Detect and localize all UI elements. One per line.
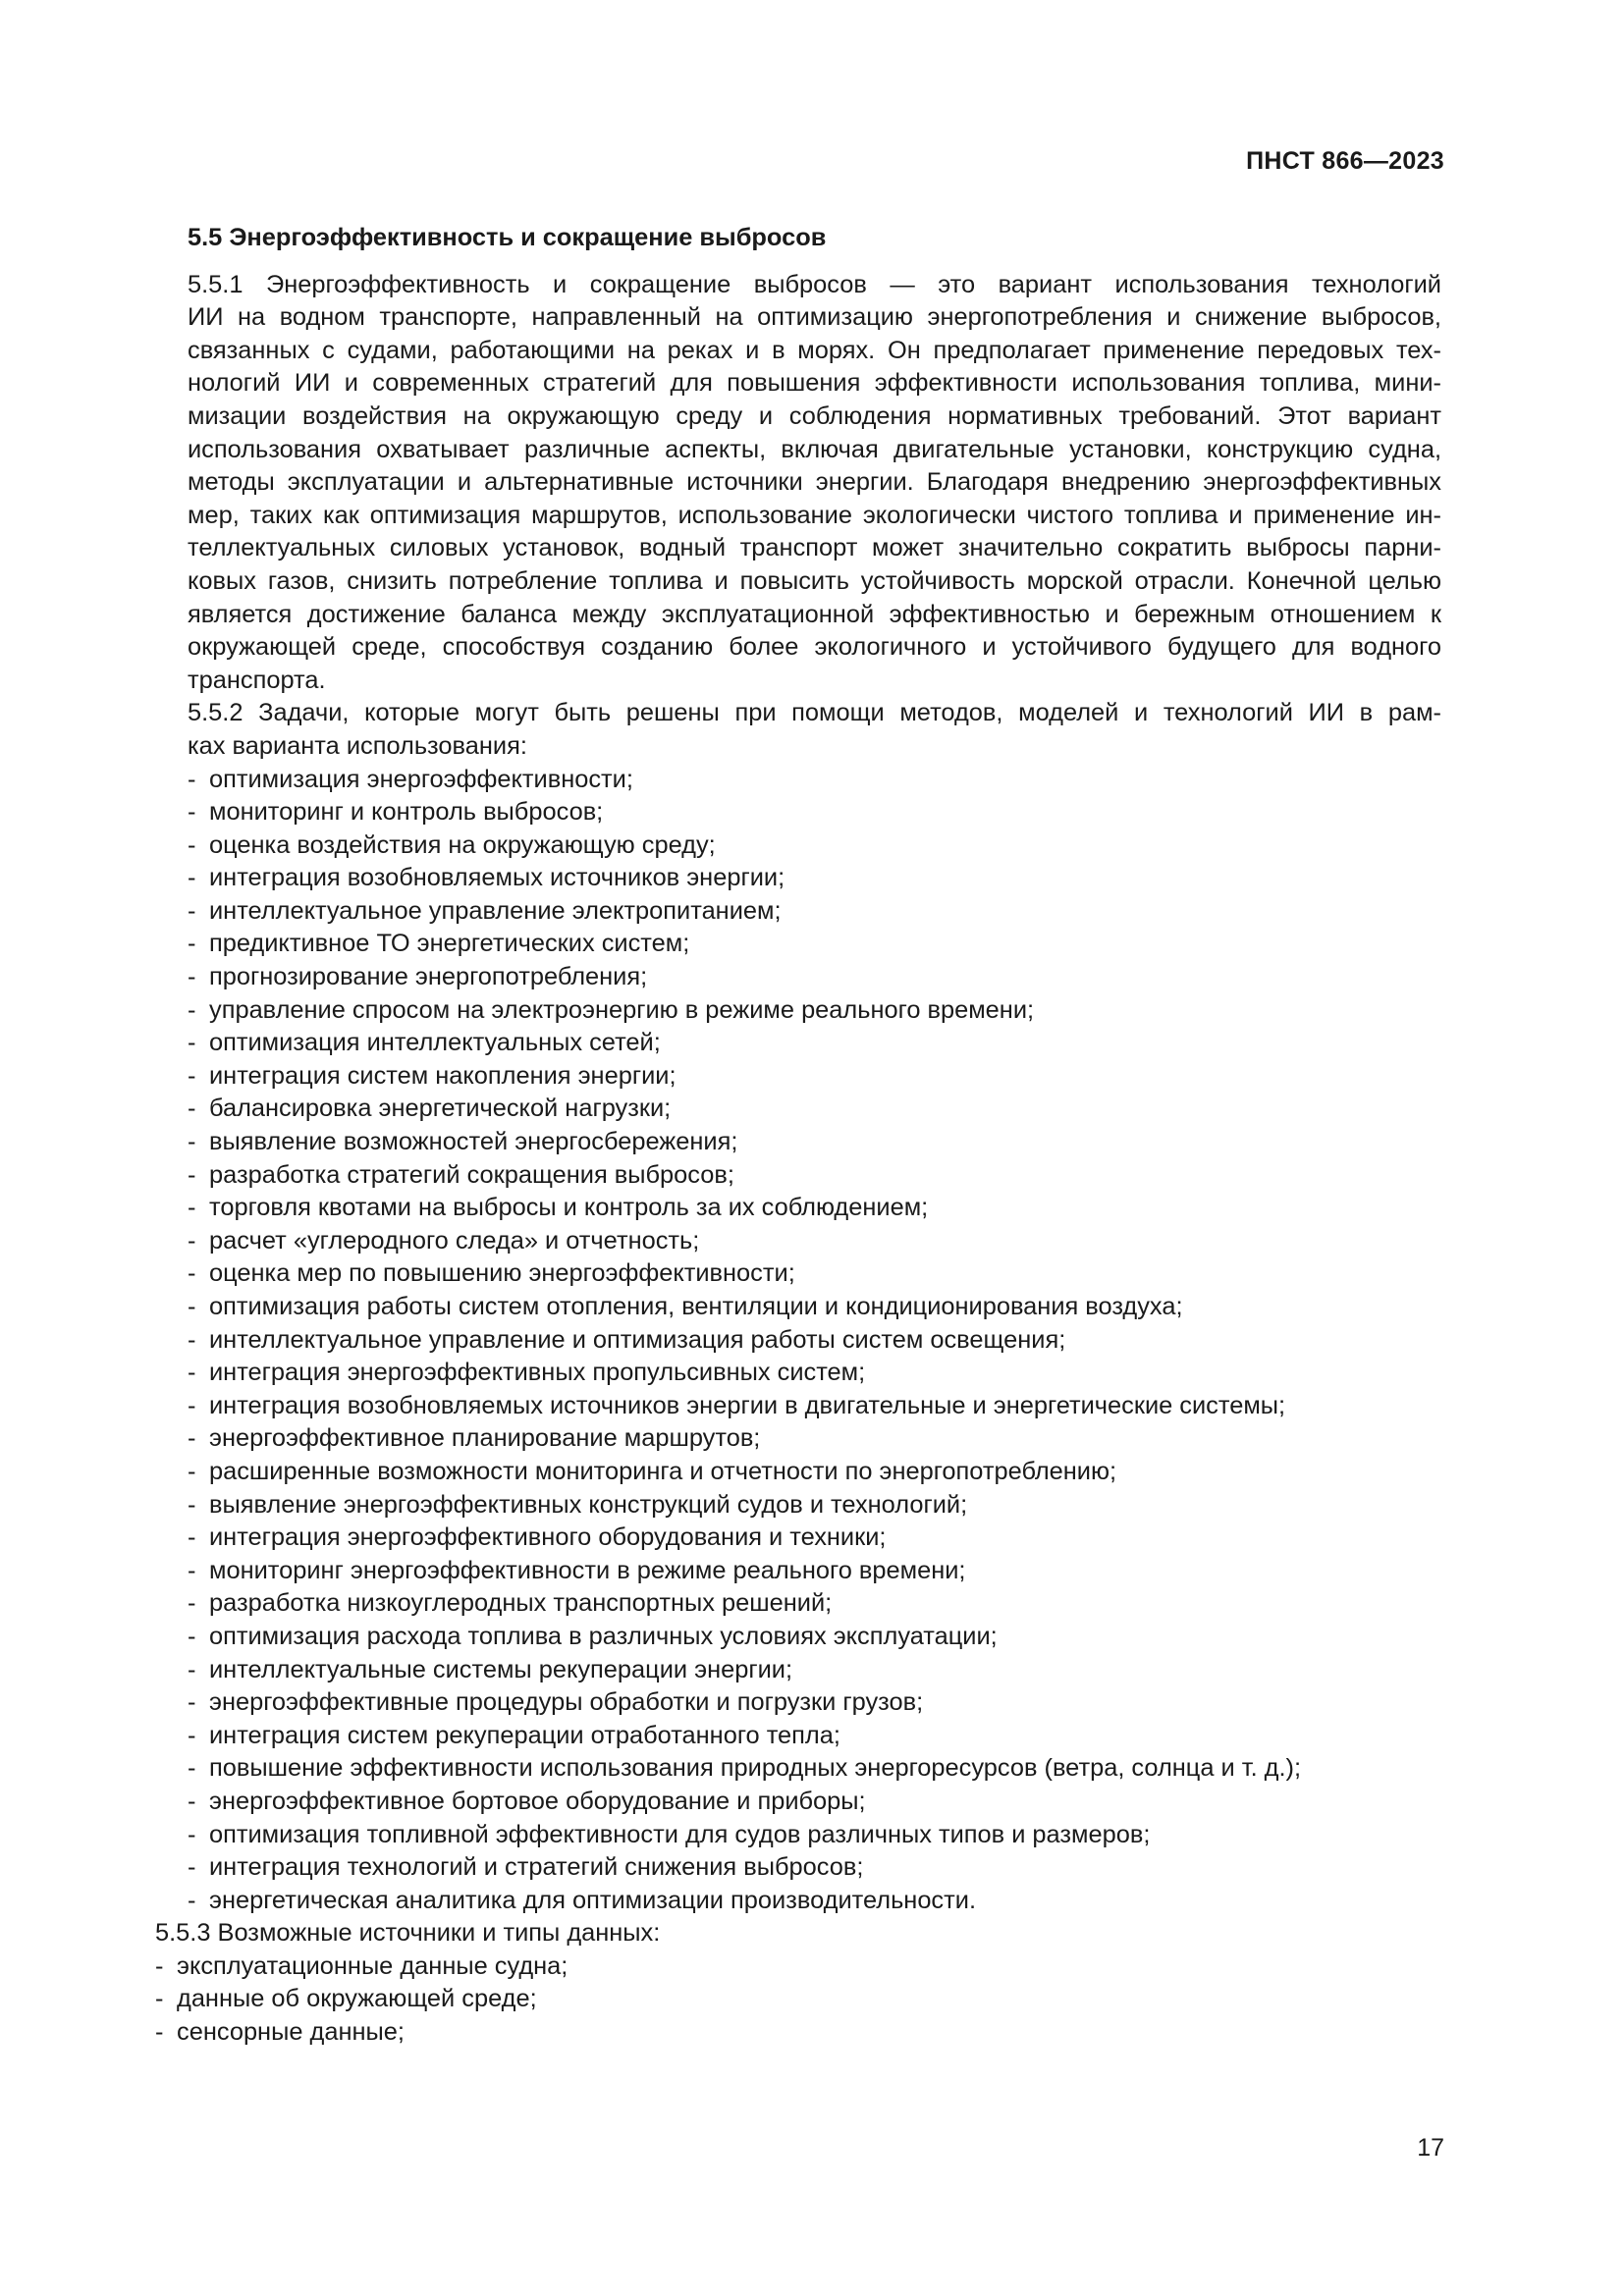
task-item <box>155 1390 1441 1423</box>
task-item-text: интеллектуальное управление и оптимизация работы систем освещения; <box>209 1325 1066 1354</box>
document-code: ПНСТ 866—2023 <box>1246 147 1444 175</box>
list-dash: - <box>188 1523 196 1552</box>
list-dash: - <box>188 1325 196 1354</box>
task-item-text: интеграция технологий и стратегий снижения выбросов; <box>209 1853 864 1882</box>
data-source-item <box>155 1950 1441 1984</box>
task-item <box>155 1257 1441 1291</box>
list-dash: - <box>188 1259 196 1288</box>
list-dash: - <box>188 1622 196 1650</box>
task-item-text: энергетическая аналитика для оптимизации производительности. <box>209 1886 976 1914</box>
list-dash: - <box>188 1886 196 1914</box>
list-dash: - <box>188 1359 196 1387</box>
task-item-text: энергоэффективное планирование маршрутов; <box>209 1424 761 1453</box>
tasks-list <box>155 764 1441 1918</box>
task-item-text: интеграция возобновляемых источников энергии в двигательные и энергетические системы; <box>209 1391 1286 1419</box>
list-dash: - <box>188 1787 196 1815</box>
task-item-text: интеграция систем рекуперации отработанного тепла; <box>209 1721 840 1749</box>
paragraph-5-5-1-line: окружающей среде, способствуя созданию более экологичного и устойчивого будущего для водного <box>188 633 1441 662</box>
task-item <box>155 1621 1441 1654</box>
task-item <box>155 1422 1441 1456</box>
task-item <box>155 1192 1441 1225</box>
list-dash: - <box>188 1589 196 1618</box>
task-item <box>155 1686 1441 1720</box>
list-dash: - <box>188 930 196 958</box>
task-item-text: оптимизация энергоэффективности; <box>209 765 633 793</box>
task-item-text: расчет «углеродного следа» и отчетность; <box>209 1226 700 1255</box>
task-item-text: балансировка энергетической нагрузки; <box>209 1095 672 1123</box>
list-dash: - <box>188 1061 196 1090</box>
task-item <box>155 1786 1441 1819</box>
task-item-text: интеграция энергоэффективного оборудования и техники; <box>209 1523 887 1552</box>
task-item <box>155 829 1441 863</box>
task-item <box>155 1456 1441 1489</box>
paragraph-5-5-1-line: транспорта. <box>188 666 326 694</box>
task-item-text: интеграция энергоэффективных пропульсивных систем; <box>209 1359 866 1387</box>
list-dash: - <box>188 1820 196 1848</box>
paragraph-5-5-1-line: методы эксплуатации и альтернативные источники энергии. Благодаря внедрению энергоэффективных <box>188 468 1441 497</box>
list-dash: - <box>188 1128 196 1156</box>
task-item <box>155 1093 1441 1126</box>
paragraph-5-5-1-line: ИИ на водном транспорте, направленный на оптимизацию энергопотребления и снижение выбросов, <box>188 303 1441 332</box>
task-item <box>155 1291 1441 1324</box>
page-content <box>155 222 1441 2050</box>
task-item <box>155 1587 1441 1621</box>
paragraph-5-5-1-line: использования охватывает различные аспекты, включая двигательные установки, конструкцию судна, <box>188 435 1441 463</box>
data-source-item <box>155 1983 1441 2016</box>
task-item <box>155 796 1441 829</box>
section-heading: 5.5 Энергоэффективность и сокращение выбросов <box>188 224 827 251</box>
task-item-text: оценка мер по повышению энергоэффективности; <box>209 1259 795 1288</box>
task-item <box>155 1885 1441 1918</box>
list-dash: - <box>188 1721 196 1749</box>
task-item-text: расширенные возможности мониторинга и отчетности по энергопотреблению; <box>209 1457 1117 1485</box>
task-item <box>155 1126 1441 1159</box>
task-item-text: повышение эффективности использования природных энергоресурсов (ветра, солнца и т. д.); <box>209 1754 1302 1783</box>
paragraph-5-5-1 <box>155 269 1441 698</box>
task-item-text: оценка воздействия на окружающую среду; <box>209 830 716 859</box>
task-item-text: предиктивное ТО энергетических систем; <box>209 930 690 958</box>
data-source-item <box>155 2016 1441 2050</box>
list-dash: - <box>188 1029 196 1057</box>
list-dash: - <box>188 830 196 859</box>
list-dash: - <box>188 1457 196 1485</box>
task-item <box>155 1752 1441 1786</box>
task-item-text: интеграция возобновляемых источников энергии; <box>209 864 785 892</box>
list-dash: - <box>188 1391 196 1419</box>
paragraph-5-5-1-line: связанных с судами, работающими на реках и в морях. Он предполагает применение передовых тех- <box>188 336 1441 364</box>
list-dash: - <box>188 1424 196 1453</box>
task-item-text: интеллектуальное управление электропитанием; <box>209 896 782 925</box>
task-item <box>155 1489 1441 1522</box>
data-sources-list <box>155 1950 1441 2050</box>
list-dash: - <box>188 1688 196 1717</box>
task-item <box>155 1522 1441 1555</box>
paragraph-5-5-3: 5.5.3 Возможные источники и типы данных: <box>155 1919 661 1948</box>
list-dash: - <box>188 1655 196 1683</box>
task-item <box>155 1555 1441 1588</box>
task-item <box>155 1027 1441 1060</box>
paragraph-5-5-1-line: нологий ИИ и современных стратегий для повышения эффективности использования топлива, мини- <box>188 369 1441 398</box>
list-dash: - <box>155 1985 164 2013</box>
task-item <box>155 1357 1441 1390</box>
list-dash: - <box>188 1160 196 1189</box>
list-dash: - <box>155 2018 164 2047</box>
task-item-text: энергоэффективное бортовое оборудование и приборы; <box>209 1787 866 1815</box>
paragraph-5-5-1-line: 5.5.1 Энергоэффективность и сокращение выбросов — это вариант использования технологий <box>188 270 1441 298</box>
page-number: 17 <box>1417 2134 1444 2162</box>
paragraph-5-5-1-line: теллектуальных силовых установок, водный транспорт может значительно сократить выбросы парни- <box>188 534 1441 562</box>
paragraph-5-5-2-line: 5.5.2 Задачи, которые могут быть решены при помощи методов, моделей и технологий ИИ в рам- <box>188 699 1441 727</box>
task-item <box>155 764 1441 797</box>
list-dash: - <box>188 1226 196 1255</box>
task-item-text: интеграция систем накопления энергии; <box>209 1061 677 1090</box>
paragraph-5-5-1-line: мер, таких как оптимизация маршрутов, использование экологически чистого топлива и применение ин- <box>188 501 1441 529</box>
list-dash: - <box>188 1853 196 1882</box>
task-item-text: управление спросом на электроэнергию в режиме реального времени; <box>209 995 1035 1024</box>
task-item <box>155 1324 1441 1358</box>
list-dash: - <box>188 798 196 827</box>
task-item-text: разработка низкоуглеродных транспортных решений; <box>209 1589 833 1618</box>
task-item-text: прогнозирование энергопотребления; <box>209 963 648 991</box>
task-item <box>155 1225 1441 1258</box>
task-item-text: выявление возможностей энергосбережения; <box>209 1128 738 1156</box>
list-dash: - <box>188 1556 196 1584</box>
task-item-text: мониторинг и контроль выбросов; <box>209 798 604 827</box>
task-item-text: оптимизация топливной эффективности для судов различных типов и размеров; <box>209 1820 1151 1848</box>
task-item-text: торговля квотами на выбросы и контроль за их соблюдением; <box>209 1194 929 1222</box>
paragraph-5-5-1-line: ковых газов, снизить потребление топлива и повысить устойчивость морской отрасли. Конечной целью <box>188 566 1441 595</box>
task-item <box>155 1654 1441 1687</box>
task-item <box>155 862 1441 895</box>
paragraph-5-5-2-line: ках варианта использования: <box>188 731 527 760</box>
paragraph-5-5-1-line: является достижение баланса между эксплуатационной эффективностью и бережным отношением к <box>188 600 1441 628</box>
task-item <box>155 1720 1441 1753</box>
task-item-text: интеллектуальные системы рекуперации энергии; <box>209 1655 793 1683</box>
task-item-text: энергоэффективные процедуры обработки и погрузки грузов; <box>209 1688 924 1717</box>
task-item <box>155 895 1441 929</box>
paragraph-5-5-2 <box>155 697 1441 763</box>
task-item <box>155 961 1441 994</box>
list-dash: - <box>188 1095 196 1123</box>
list-dash: - <box>155 1951 164 1980</box>
task-item-text: оптимизация расхода топлива в различных условиях эксплуатации; <box>209 1622 998 1650</box>
list-dash: - <box>188 765 196 793</box>
task-item <box>155 1851 1441 1885</box>
task-item-text: мониторинг энергоэффективности в режиме реального времени; <box>209 1556 966 1584</box>
list-dash: - <box>188 1194 196 1222</box>
list-dash: - <box>188 896 196 925</box>
list-dash: - <box>188 1293 196 1320</box>
task-item <box>155 1060 1441 1094</box>
task-item <box>155 1819 1441 1852</box>
list-dash: - <box>188 1754 196 1783</box>
paragraph-5-5-1-line: мизации воздействия на окружающую среду и соблюдения нормативных требований. Этот вариант <box>188 401 1441 430</box>
list-dash: - <box>188 864 196 892</box>
data-source-item-text: данные об окружающей среде; <box>177 1985 537 2013</box>
list-dash: - <box>188 1490 196 1519</box>
list-dash: - <box>188 995 196 1024</box>
task-item <box>155 994 1441 1028</box>
task-item-text: выявление энергоэффективных конструкций судов и технологий; <box>209 1490 968 1519</box>
task-item-text: разработка стратегий сокращения выбросов; <box>209 1160 734 1189</box>
data-source-item-text: сенсорные данные; <box>177 2018 405 2047</box>
task-item-text: оптимизация интеллектуальных сетей; <box>209 1029 661 1057</box>
task-item <box>155 1159 1441 1193</box>
list-dash: - <box>188 963 196 991</box>
data-source-item-text: эксплуатационные данные судна; <box>177 1951 568 1980</box>
task-item <box>155 928 1441 961</box>
task-item-text: оптимизация работы систем отопления, вентиляции и кондиционирования воздуха; <box>209 1293 1183 1320</box>
